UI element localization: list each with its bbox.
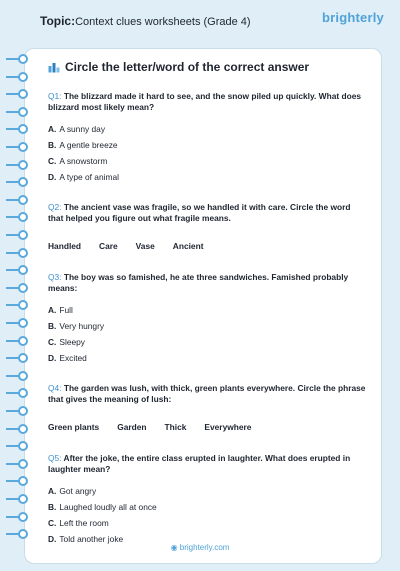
question-2 xyxy=(48,202,368,251)
topic-value: Context clues worksheets (Grade 4) xyxy=(75,16,251,28)
binding-ring xyxy=(6,107,28,117)
binding-ring xyxy=(6,318,28,328)
binding-ring xyxy=(6,529,28,539)
question-text xyxy=(48,202,368,224)
binding-ring xyxy=(6,424,28,434)
binding-ring xyxy=(6,89,28,99)
question-4 xyxy=(48,383,368,432)
binding-ring xyxy=(6,212,28,222)
binding-ring xyxy=(6,283,28,293)
option-d[interactable] xyxy=(48,169,368,185)
worksheet-content xyxy=(48,60,368,547)
binding-ring xyxy=(6,388,28,398)
option-text: A type of animal xyxy=(59,172,119,182)
question-text xyxy=(48,91,368,113)
option-text: A snowstorm xyxy=(59,156,108,166)
option-b[interactable] xyxy=(48,137,368,153)
option-letter: A. xyxy=(48,305,57,315)
spiral-binding xyxy=(6,54,30,554)
option-text: Very hungry xyxy=(59,321,105,331)
option-b[interactable] xyxy=(48,318,368,334)
option-text: Told another joke xyxy=(59,534,124,544)
binding-ring xyxy=(6,230,28,240)
binding-ring xyxy=(6,353,28,363)
topic-line xyxy=(40,14,251,28)
page-footer xyxy=(0,543,400,552)
option-letter: D. xyxy=(48,353,57,363)
option-letter: A. xyxy=(48,124,57,134)
question-body: The garden was lush, with thick, green plants everywhere. Circle the phrase that gives the meaning of lush: xyxy=(48,383,366,404)
word-choice[interactable]: Vase xyxy=(135,241,155,251)
question-body: The ancient vase was fragile, so we handled it with care. Circle the word that helped you figure out what fragile means. xyxy=(48,202,351,223)
option-d[interactable] xyxy=(48,350,368,366)
options-list xyxy=(48,302,368,366)
option-c[interactable] xyxy=(48,515,368,531)
binding-ring xyxy=(6,54,28,64)
question-text xyxy=(48,272,368,294)
binding-ring xyxy=(6,124,28,134)
question-number: Q5: xyxy=(48,453,62,463)
word-choice[interactable]: Garden xyxy=(117,422,147,432)
chart-blocks-icon xyxy=(48,61,60,73)
word-choice[interactable]: Thick xyxy=(164,422,187,432)
binding-ring xyxy=(6,512,28,522)
word-choice[interactable]: Ancient xyxy=(172,241,204,251)
question-3 xyxy=(48,272,368,366)
question-text xyxy=(48,453,368,475)
option-letter: C. xyxy=(48,337,57,347)
brighterly-logo xyxy=(322,10,384,25)
binding-ring xyxy=(6,406,28,416)
option-letter: A. xyxy=(48,486,57,496)
option-c[interactable] xyxy=(48,334,368,350)
word-choice[interactable]: Everywhere xyxy=(204,422,252,432)
binding-ring xyxy=(6,195,28,205)
binding-ring xyxy=(6,72,28,82)
option-letter: B. xyxy=(48,140,57,150)
logo-text: brighterly xyxy=(322,10,384,25)
question-number: Q3: xyxy=(48,272,62,282)
word-choice[interactable]: Green plants xyxy=(48,422,100,432)
binding-ring xyxy=(6,476,28,486)
options-list xyxy=(48,121,368,185)
word-choice[interactable]: Care xyxy=(99,241,118,251)
option-text: A sunny day xyxy=(59,124,106,134)
option-letter: C. xyxy=(48,156,57,166)
question-text xyxy=(48,383,368,405)
option-text: Sleepy xyxy=(59,337,85,347)
binding-ring xyxy=(6,371,28,381)
question-number: Q2: xyxy=(48,202,62,212)
option-text: Excited xyxy=(59,353,87,363)
binding-ring xyxy=(6,494,28,504)
option-letter: D. xyxy=(48,172,57,182)
topic-label: Topic: xyxy=(40,14,76,28)
binding-ring xyxy=(6,177,28,187)
binding-ring xyxy=(6,160,28,170)
page-header xyxy=(0,0,400,44)
question-body: The blizzard made it hard to see, and the snow piled up quickly. What does blizzard most likely mean? xyxy=(48,91,362,112)
question-5 xyxy=(48,453,368,547)
section-title xyxy=(48,60,368,74)
word-choice[interactable]: Handled xyxy=(48,241,82,251)
option-letter: B. xyxy=(48,321,57,331)
option-letter: C. xyxy=(48,518,57,528)
question-number: Q1: xyxy=(48,91,62,101)
question-number: Q4: xyxy=(48,383,62,393)
option-a[interactable] xyxy=(48,483,368,499)
word-choices xyxy=(48,422,368,432)
question-1 xyxy=(48,91,368,185)
option-c[interactable] xyxy=(48,153,368,169)
binding-ring xyxy=(6,336,28,346)
options-list xyxy=(48,483,368,547)
option-letter: D. xyxy=(48,534,57,544)
word-choices xyxy=(48,241,368,251)
option-text: Laughed loudly all at once xyxy=(59,502,157,512)
question-body: The boy was so famished, he ate three sandwiches. Famished probably means: xyxy=(48,272,349,293)
binding-ring xyxy=(6,441,28,451)
option-a[interactable] xyxy=(48,302,368,318)
option-letter: B. xyxy=(48,502,57,512)
binding-ring xyxy=(6,459,28,469)
option-text: Full xyxy=(59,305,73,315)
binding-ring xyxy=(6,248,28,258)
question-body: After the joke, the entire class erupted in laughter. What does erupted in laughter mean? xyxy=(48,453,351,474)
option-a[interactable] xyxy=(48,121,368,137)
globe-icon: ◉ xyxy=(170,543,178,552)
section-title-text: Circle the letter/word of the correct answer xyxy=(65,60,310,74)
option-text: A gentle breeze xyxy=(59,140,118,150)
binding-ring xyxy=(6,300,28,310)
footer-url[interactable]: brighterly.com xyxy=(179,543,230,552)
binding-ring xyxy=(6,142,28,152)
option-b[interactable] xyxy=(48,499,368,515)
option-text: Got angry xyxy=(59,486,97,496)
option-text: Left the room xyxy=(59,518,109,528)
binding-ring xyxy=(6,265,28,275)
